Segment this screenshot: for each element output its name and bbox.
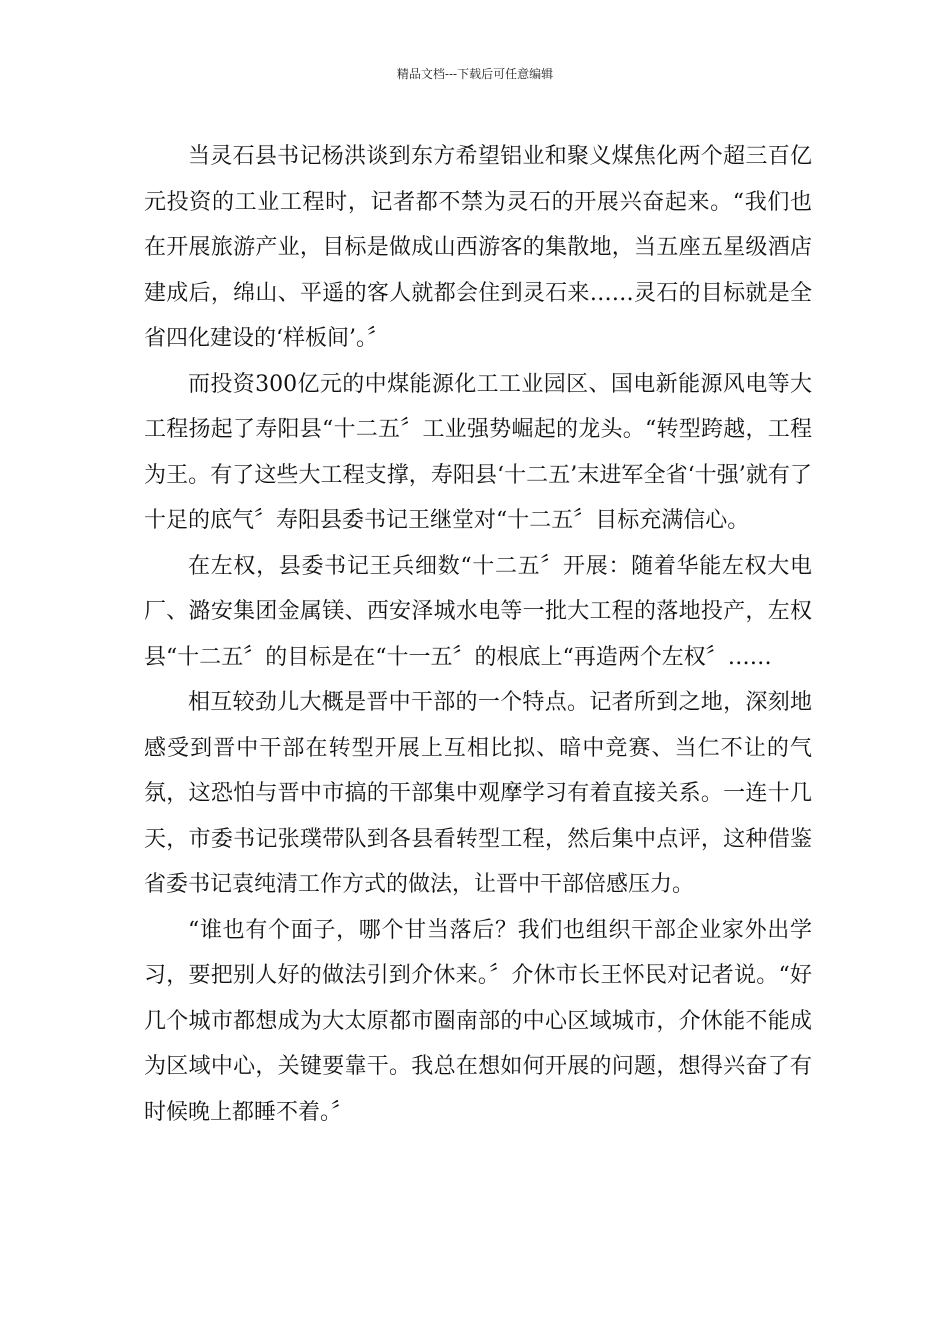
paragraph-jiexiu: “谁也有个面子，哪个甘当落后？我们也组织干部企业家外出学习，要把别人好的做法引到介休来。〞介休市长王怀民对记者说。“好几个城市都想成为大太原都市圈南部的中心区域城市，介休能不能成为区域中心，关键要靠干。我总在想如何开展的问题，想得兴奋了有时候晚上都睡不着。〞 (144, 917, 812, 1125)
paragraph-zuoquan: 在左权，县委书记王兵细数“十二五〞开展：随着华能左权大电厂、潞安集团金属镁、西安泽城水电等一批大工程的落地投产，左权县“十二五〞的目标是在“十一五〞的根底上“再造两个左权〞…… (144, 553, 812, 670)
paragraph-jinzhong-cadres: 相互较劲儿大概是晋中干部的一个特点。记者所到之地，深刻地感受到晋中干部在转型开展上互相比拟、暗中竞赛、当仁不让的气氛，这恐怕与晋中市搞的干部集中观摩学习有着直接关系。一连十几天，市委书记张璞带队到各县看转型工程，然后集中点评，这种借鉴省委书记袁纯清工作方式的做法，让晋中干部倍感压力。 (144, 690, 812, 897)
paragraph-lingshi: 当灵石县书记杨洪谈到东方希望铝业和聚义煤焦化两个超三百亿元投资的工业工程时，记者都不禁为灵石的开展兴奋起来。“我们也在开展旅游产业，目标是做成山西游客的集散地，当五座五星级酒店建成后，绵山、平遥的客人就都会住到灵石来……灵石的目标就是全省四化建设的‘样板间’。〞 (144, 144, 812, 351)
article-body (144, 134, 812, 1135)
paragraph-shouyang: 而投资300亿元的中煤能源化工工业园区、国电新能源风电等大工程扬起了寿阳县“十二五〞工业强势崛起的龙头。“转型跨越，工程为王。有了这些大工程支撑，寿阳县‘十二五’末进军全省‘十强’就有了十足的底气〞寿阳县委书记王继堂对“十二五〞目标充满信心。 (144, 371, 812, 533)
page-header: 精品文档---下载后可任意编辑 (396, 67, 554, 81)
